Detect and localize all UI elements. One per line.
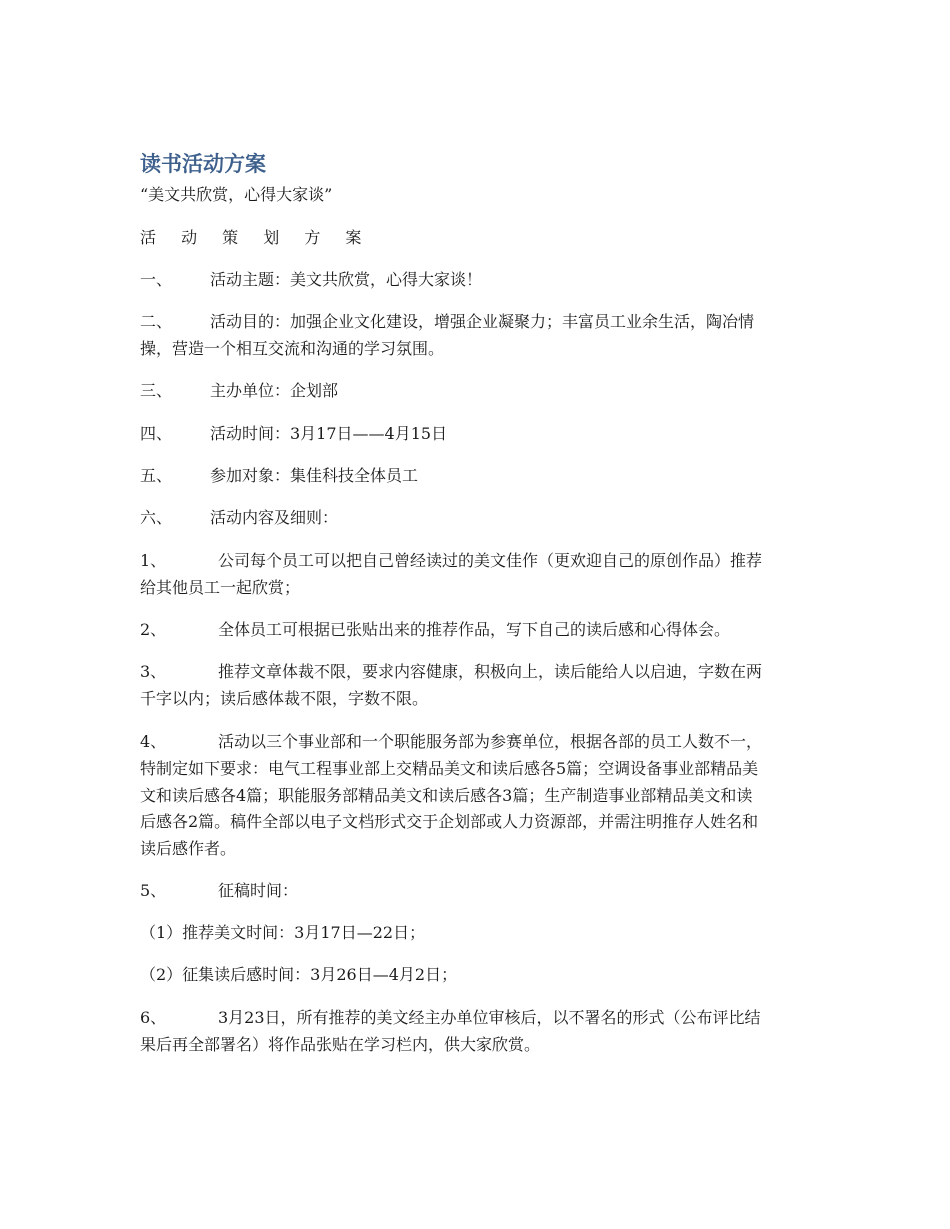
rule-item-1 xyxy=(140,548,762,574)
list-item-6 xyxy=(140,505,338,531)
rule-item-number: 1、 xyxy=(140,551,167,570)
rule-item-4-continuation: 特制定如下要求：电气工程事业部上交精品美文和读后感各5篇；空调设备事业部精品美 xyxy=(140,759,759,778)
list-item-text: 主办单位：企划部 xyxy=(210,381,339,400)
list-item-3 xyxy=(140,378,338,404)
list-item-number: 二、 xyxy=(140,312,173,331)
list-item-1 xyxy=(140,267,482,293)
list-item-2-continuation: 操，营造一个相互交流和沟通的学习氛围。 xyxy=(140,339,445,358)
rule-item-text: 全体员工可根据已张贴出来的推荐作品，写下自己的读后感和心得体会。 xyxy=(218,620,731,639)
rule-item-text: 公司每个员工可以把自己曾经读过的美文佳作（更欢迎自己的原创作品）推荐 xyxy=(218,551,763,570)
rule-item-number: 4、 xyxy=(140,732,167,751)
list-item-number: 三、 xyxy=(140,381,173,400)
list-item-number: 四、 xyxy=(140,424,173,443)
list-item-number: 一、 xyxy=(140,270,173,289)
rule-item-6-continuation: 果后再全部署名）将作品张贴在学习栏内，供大家欣赏。 xyxy=(140,1035,541,1054)
rule-item-text: 活动以三个事业部和一个职能服务部为参赛单位，根据各部的员工人数不一， xyxy=(218,732,763,751)
rule-item-4-continuation: 后感各2篇。稿件全部以电子文档形式交于企划部或人力资源部，并需注明推存人姓名和 xyxy=(140,812,759,831)
rule-item-4-continuation: 读后感作者。 xyxy=(140,839,237,858)
rule-item-4 xyxy=(140,729,762,755)
document-title: 读书活动方案 xyxy=(140,152,266,176)
rule-item-3 xyxy=(140,659,762,685)
rule-item-3-continuation: 千字以内；读后感体裁不限，字数不限。 xyxy=(140,689,429,708)
list-item-5 xyxy=(140,463,418,489)
rule-item-1-continuation: 给其他员工一起欣赏； xyxy=(140,578,301,597)
rule-item-4-continuation: 文和读后感各4篇；职能服务部精品美文和读后感各3篇；生产制造事业部精品美文和读 xyxy=(140,786,753,805)
rule-item-text: 3月23日，所有推荐的美文经主办单位审核后，以不署名的形式（公布评比结 xyxy=(218,1008,761,1027)
rule-item-text: 征稿时间： xyxy=(218,881,299,900)
rule-item-number: 5、 xyxy=(140,881,167,900)
rule-item-number: 6、 xyxy=(140,1008,167,1027)
rule-item-5 xyxy=(140,878,298,904)
list-item-number: 六、 xyxy=(140,508,173,527)
list-item-text: 活动主题：美文共欣赏，心得大家谈！ xyxy=(210,270,483,289)
rule-item-number: 3、 xyxy=(140,662,167,681)
rule-item-number: 2、 xyxy=(140,620,167,639)
list-item-number: 五、 xyxy=(140,466,173,485)
list-item-text: 活动内容及细则： xyxy=(210,508,339,527)
list-item-4 xyxy=(140,421,447,447)
rule-item-6 xyxy=(140,1005,761,1031)
rule-item-2 xyxy=(140,617,730,643)
schedule-item-2: （2）征集读后感时间：3月26日—4月2日； xyxy=(140,965,458,984)
section-heading: 活 动 策 划 方 案 xyxy=(140,228,372,247)
rule-item-text: 推荐文章体裁不限，要求内容健康，积极向上，读后能给人以启迪，字数在两 xyxy=(218,662,763,681)
list-item-text: 活动时间：3月17日——4月15日 xyxy=(210,424,448,443)
document-subtitle: “美文共欣赏，心得大家谈” xyxy=(140,185,333,204)
schedule-item-1: （1）推荐美文时间：3月17日—22日； xyxy=(140,923,426,942)
list-item-2 xyxy=(140,309,754,335)
list-item-text: 活动目的：加强企业文化建设，增强企业凝聚力；丰富员工业余生活，陶冶情 xyxy=(210,312,755,331)
list-item-text: 参加对象：集佳科技全体员工 xyxy=(210,466,419,485)
